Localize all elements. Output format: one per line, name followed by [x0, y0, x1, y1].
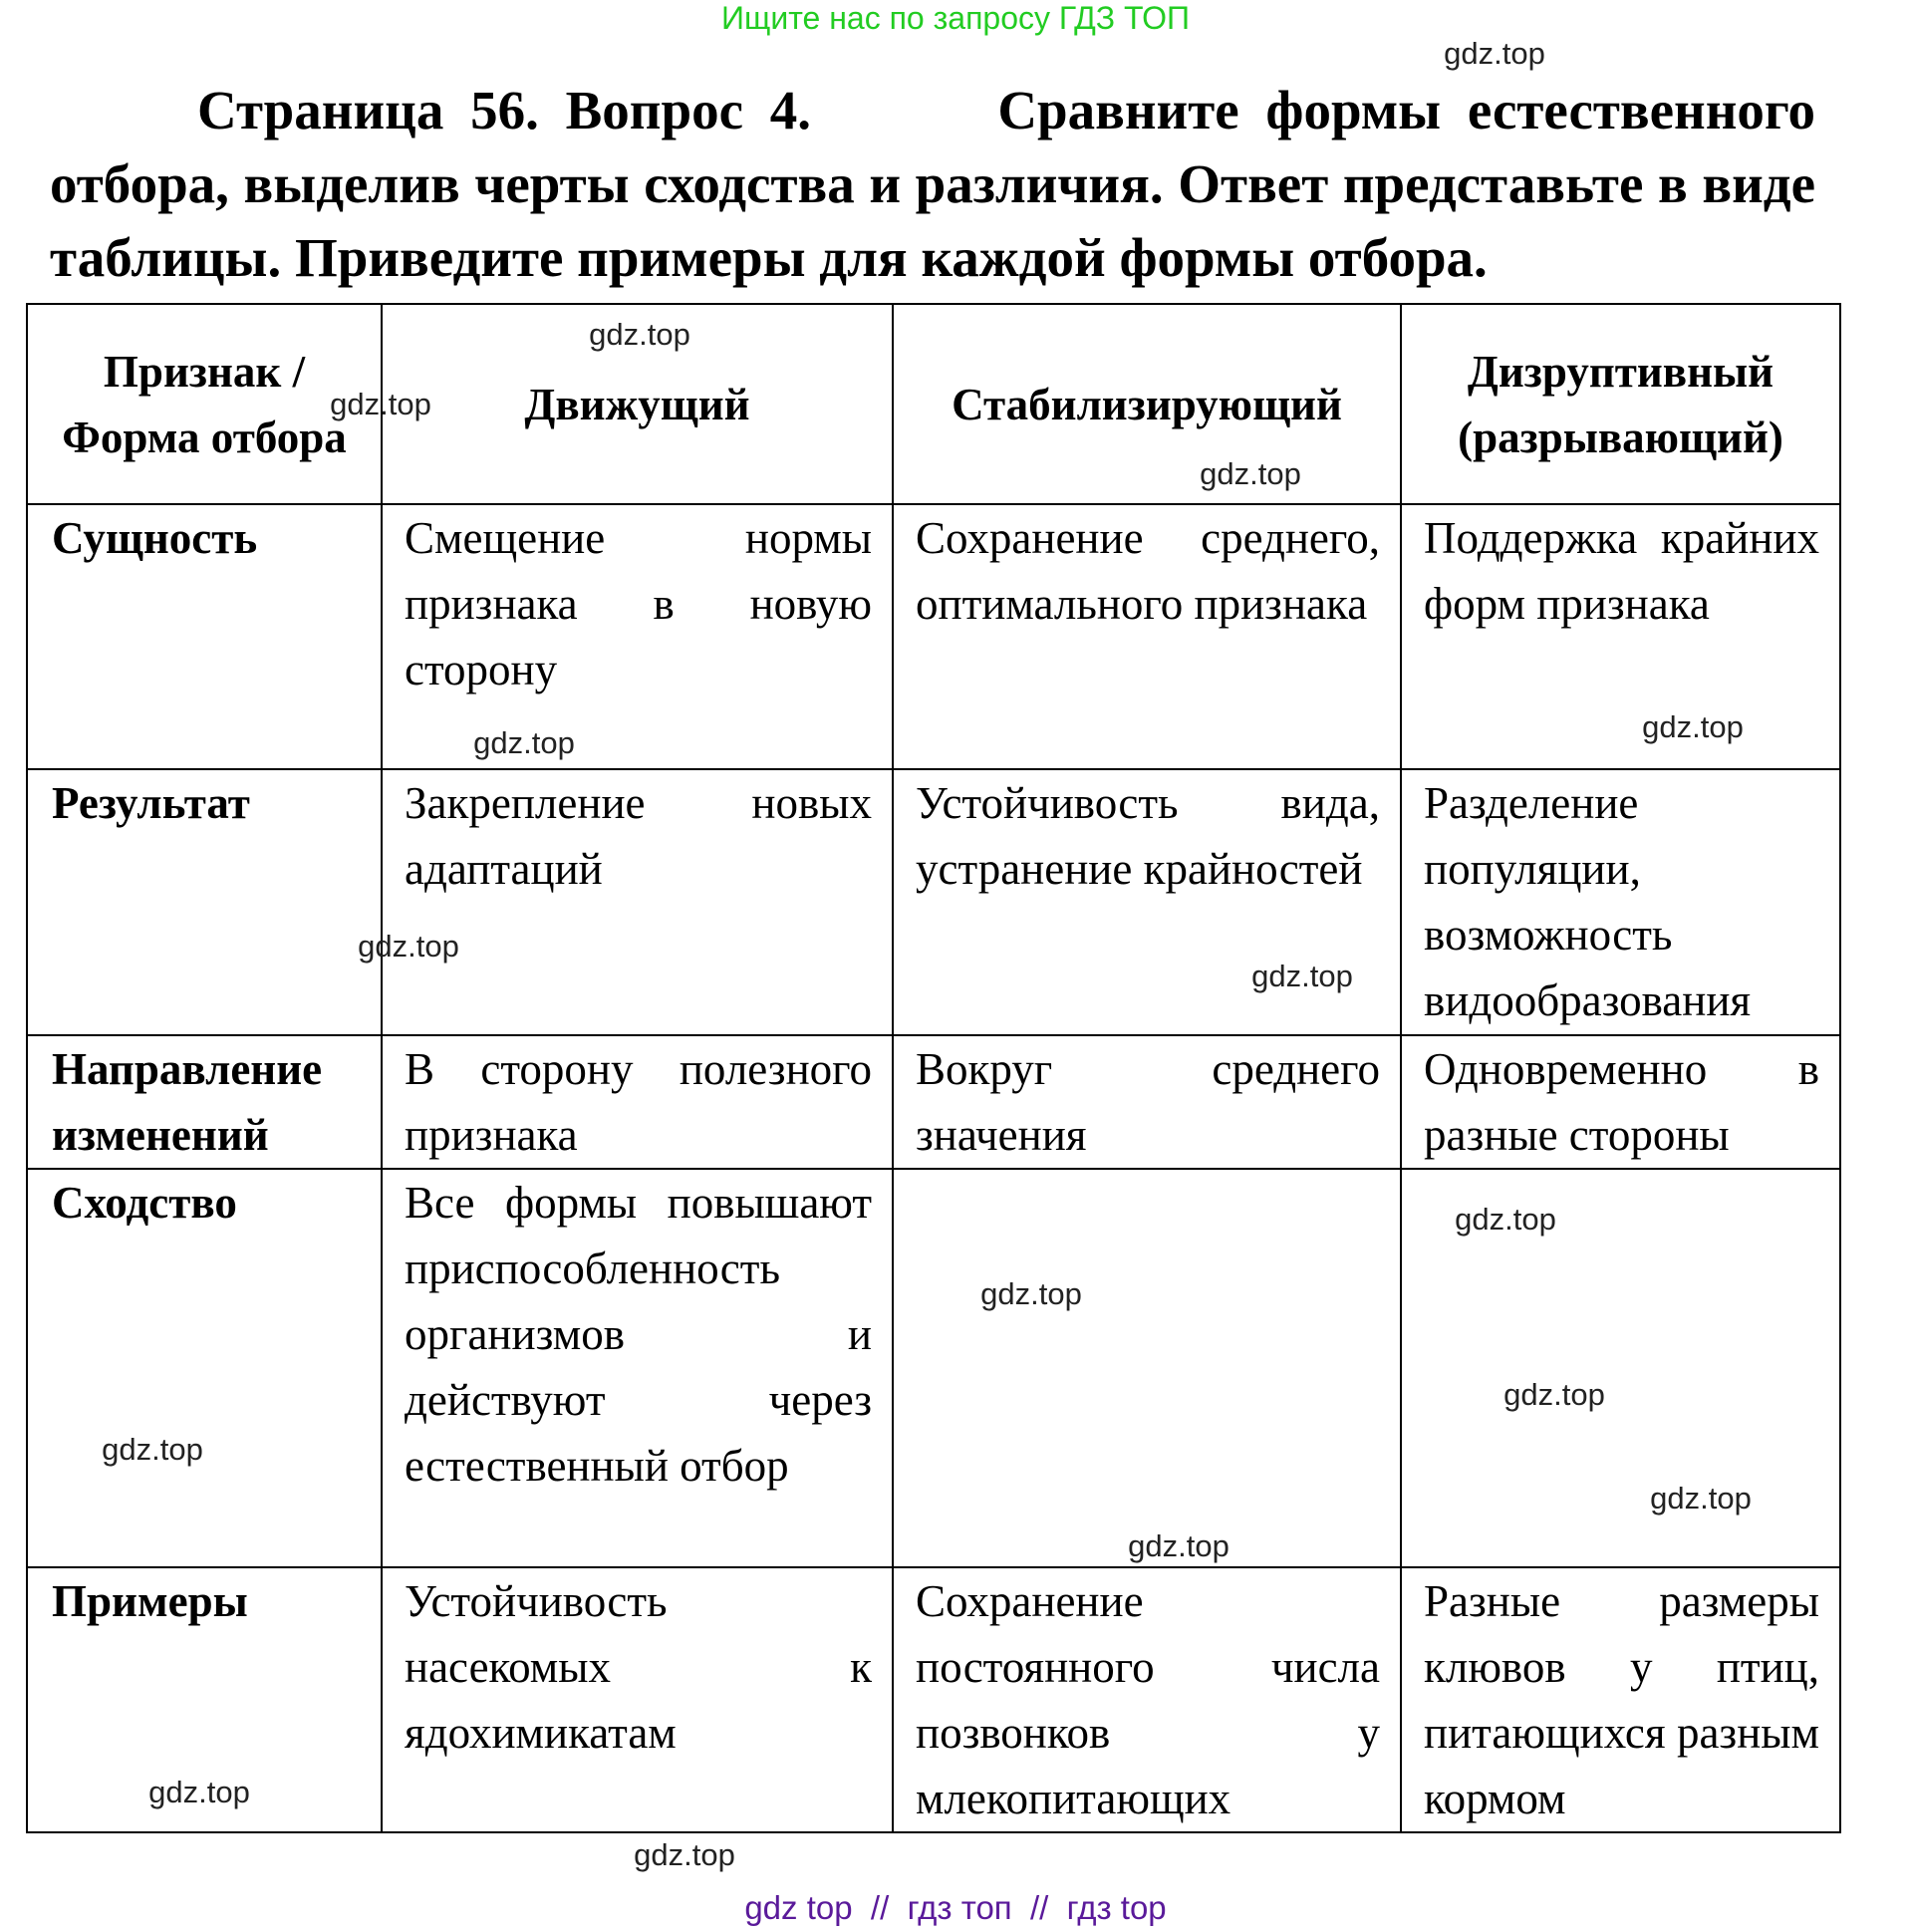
- header-cell: Дизруптивный (разрывающий): [1401, 304, 1840, 504]
- table-cell: Закрепление новых адаптаций: [382, 769, 893, 1035]
- row-label: Сходство: [27, 1169, 382, 1567]
- table-cell: Устойчивость насекомых к ядохимикатам: [382, 1567, 893, 1832]
- header-cell: Стабилизирующий: [893, 304, 1401, 504]
- table-cell: Одновременно в разные стороны: [1401, 1035, 1840, 1169]
- table-cell: Смещение нормы признака в новую сторону: [382, 504, 893, 769]
- watermark: gdz.top: [980, 1276, 1082, 1311]
- table-row: [27, 1035, 1840, 1169]
- watermark: gdz.top: [148, 1775, 250, 1809]
- watermark: gdz.top: [589, 317, 690, 352]
- header-cell: Движущий: [382, 304, 893, 504]
- footer-links[interactable]: gdz top // гдз топ // гдз top: [744, 1889, 1167, 1926]
- question-number: Страница 56. Вопрос 4.: [197, 80, 811, 140]
- table-row: [27, 1567, 1840, 1832]
- watermark: gdz.top: [1642, 709, 1744, 744]
- question-text: Сравните формы естественного отбора, выделив черты сходства и различия. Ответ представьте в виде таблицы. Приведите примеры для каждой формы отбора.: [50, 80, 1816, 288]
- watermark: gdz.top: [1200, 456, 1301, 491]
- table-cell: Сохранение постоянного числа позвонков у млекопитающих: [893, 1567, 1401, 1832]
- watermark: gdz.top: [1444, 36, 1545, 71]
- table-cell: Поддержка крайних форм признака: [1401, 504, 1840, 769]
- watermark: gdz.top: [1455, 1202, 1556, 1237]
- table-row: [27, 504, 1840, 769]
- table-header-row: [27, 304, 1840, 504]
- table-cell: В сторону полезного признака: [382, 1035, 893, 1169]
- watermark: gdz.top: [634, 1837, 735, 1872]
- row-label: Сущность: [27, 504, 382, 769]
- table-cell: Все формы повышают приспособленность организмов и действуют через естественный отбор: [382, 1169, 893, 1567]
- watermark: gdz.top: [1650, 1481, 1752, 1516]
- watermark: gdz.top: [1503, 1377, 1605, 1412]
- question-title: [50, 74, 1815, 295]
- table-cell: Сохранение среднего, оптимального признака: [893, 504, 1401, 769]
- watermark: gdz.top: [102, 1432, 203, 1467]
- table-row: [27, 1169, 1840, 1567]
- table-cell: Вокруг среднего значения: [893, 1035, 1401, 1169]
- comparison-table: [26, 303, 1841, 1833]
- watermark: gdz.top: [473, 725, 575, 760]
- watermark: gdz.top: [358, 929, 459, 964]
- row-label: Направление изменений: [27, 1035, 382, 1169]
- header-cell: Признак / Форма отбора: [27, 304, 382, 504]
- row-label: Результат: [27, 769, 382, 1035]
- table-cell: [893, 1169, 1401, 1567]
- watermark: gdz.top: [1251, 959, 1353, 993]
- watermark: gdz.top: [330, 387, 431, 421]
- table-cell: Устойчивость вида, устранение крайностей: [893, 769, 1401, 1035]
- watermark: gdz.top: [1128, 1528, 1229, 1563]
- table-row: [27, 769, 1840, 1035]
- table-cell: Разделение популяции, возможность видообразования: [1401, 769, 1840, 1035]
- row-label: Примеры: [27, 1567, 382, 1832]
- table-cell: Разные размеры клювов у птиц, питающихся разным кормом: [1401, 1567, 1840, 1832]
- search-hint-link[interactable]: Ищите нас по запросу ГДЗ ТОП: [721, 0, 1190, 36]
